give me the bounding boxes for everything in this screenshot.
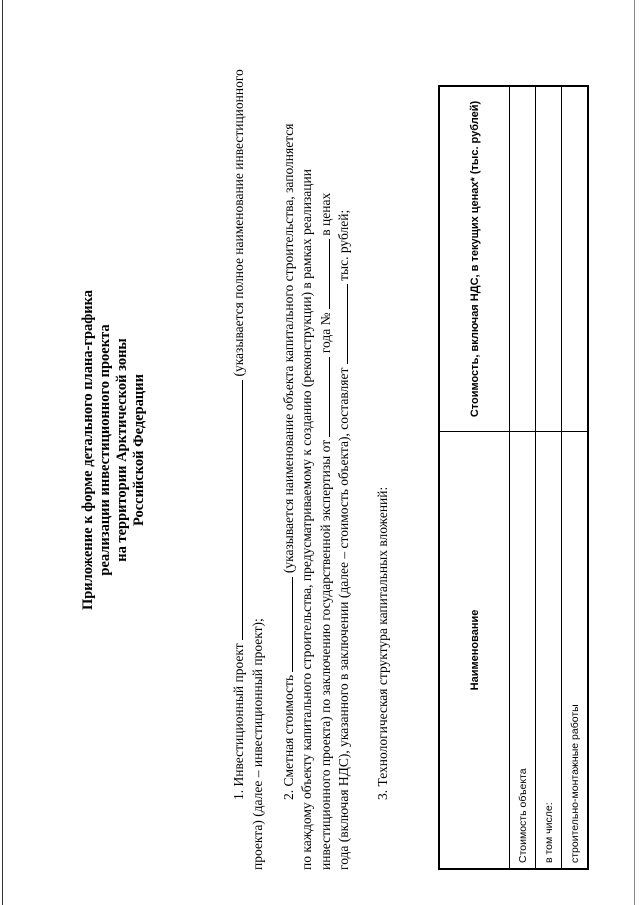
section-2-label: 2. Сметная стоимость (281, 674, 296, 800)
section-2-line-2: по каждому объекту капитального строительства, предусматриваемому к созданию (реконструкции) в рамках реализации (299, 169, 314, 870)
heading-line-2: реализации инвестиционного проекта (97, 324, 113, 576)
row-value (536, 86, 562, 432)
expertise-date-blank (317, 357, 330, 437)
section-1-line-2: проекта) (далее – инвестиционный проект); (250, 618, 265, 870)
expertise-number-blank (317, 239, 330, 309)
table-row (562, 86, 589, 869)
section-3-title (375, 30, 391, 870)
row-value (510, 86, 536, 432)
heading-line-1: Приложение к форме детального плана-графика (80, 289, 96, 611)
section-1-line-1 (230, 30, 247, 870)
scan-edge-left (2, 0, 3, 905)
row-name: строительно-монтажные работы (562, 432, 589, 870)
rotated-document-page (80, 30, 640, 870)
section-2-line-3-text-a: инвестиционного проекта) по заключению государственной экспертизы от (318, 439, 333, 870)
object-cost-blank (335, 284, 348, 364)
section-3-title-text: 3. Технологическая структура капитальных вложений: (375, 486, 390, 800)
section-2-line-4 (335, 30, 352, 870)
section-1-label: 1. Инвестиционный проект (231, 643, 246, 800)
document-heading (80, 30, 148, 870)
table-row (510, 86, 536, 869)
section-1-note: (указывается полное наименование инвестиционного (231, 69, 246, 377)
section-2-note: (указывается наименование объекта капитального строительства, заполняется (281, 123, 296, 574)
object-name-blank (280, 577, 293, 672)
section-2-line-3-text-b: года № (318, 312, 333, 354)
heading-line-3: на территории Арктической зоны (114, 338, 130, 562)
row-value (562, 86, 589, 432)
heading-line-4: Российской Федерации (131, 374, 147, 527)
row-name: Стоимость объекта (510, 432, 536, 870)
header-cost: Стоимость, включая НДС, в текущих ценах* (тыс. рублей) (439, 86, 510, 432)
section-2-line-3-text-c: в ценах (318, 192, 333, 236)
section-2-line-4-text-a: года (включая НДС), указанного в заключении (далее – стоимость объекта), составляет (336, 367, 351, 870)
section-2-line-1 (280, 30, 297, 870)
header-name: Наименование (439, 432, 510, 870)
section-2-line-3 (317, 30, 334, 870)
table-header-row (439, 86, 510, 869)
row-name: в том числе: (536, 432, 562, 870)
project-name-blank (230, 380, 243, 640)
capital-investment-structure-table (438, 85, 589, 870)
table-row (536, 86, 562, 869)
section-2-line-4-text-b: тыс. рублей; (336, 209, 351, 281)
